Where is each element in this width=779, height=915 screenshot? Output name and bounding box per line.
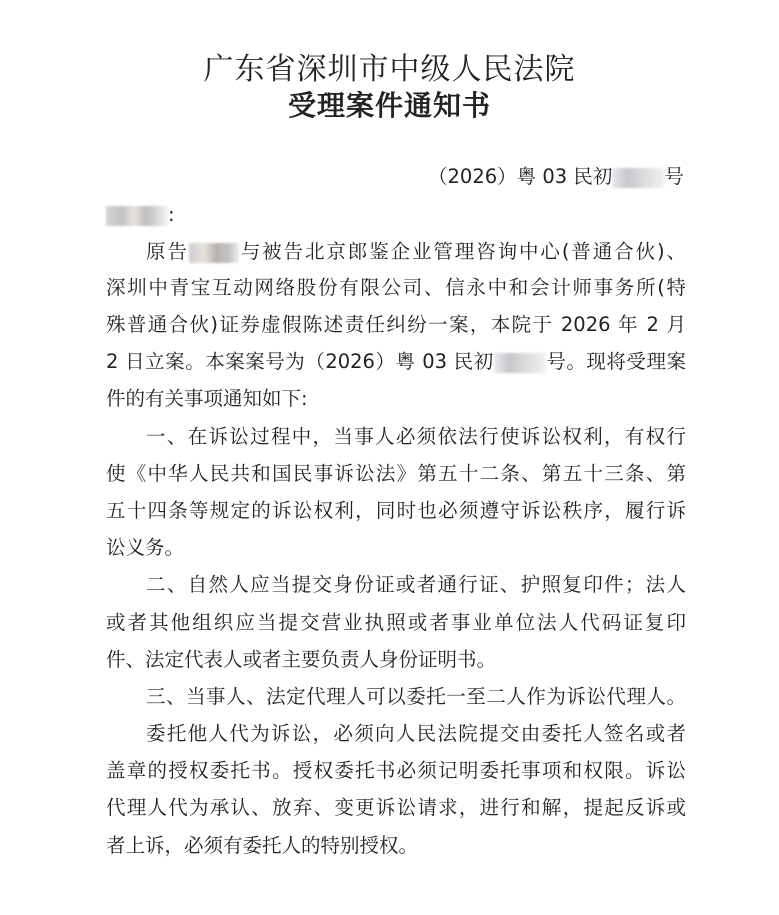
plaintiff-label: 原告 bbox=[146, 240, 189, 263]
item-2-line-1: 二、自然人应当提交身份证或者通行证、护照复印件；法人 bbox=[146, 573, 686, 596]
redacted-addressee-name bbox=[106, 206, 168, 226]
item-1-line-2: 使《中华人民共和国民事诉讼法》第五十二条、第五十三条、第 bbox=[106, 462, 686, 485]
paragraph-1-line-1 bbox=[146, 240, 686, 264]
redacted-case-number bbox=[612, 168, 664, 188]
defendant-text: 与被告北京郎鉴企业管理咨询中心(普通合伙)、 bbox=[238, 240, 686, 263]
notice-text: 号。现将受理案 bbox=[545, 350, 686, 373]
paragraph-1-line-5: 件的有关事项通知如下: bbox=[106, 387, 308, 410]
paragraph-1-line-4 bbox=[106, 350, 686, 374]
paragraph-1-line-2: 深圳中青宝互动网络股份有限公司、信永中和会计师事务所(特 bbox=[106, 276, 686, 299]
item-2-line-2: 或者其他组织应当提交营业执照或者事业单位法人代码证复印 bbox=[106, 611, 686, 634]
item-3-line-4: 代理人代为承认、放弃、变更诉讼请求，进行和解，提起反诉或 bbox=[106, 796, 686, 819]
redacted-case-number-inline bbox=[494, 353, 546, 373]
item-3-line-5: 者上诉，必须有委托人的特别授权。 bbox=[106, 834, 419, 857]
item-1-line-3: 五十四条等规定的诉讼权利，同时也必须遵守诉讼秩序，履行诉 bbox=[106, 499, 686, 522]
addressee bbox=[106, 203, 686, 227]
item-2-line-3: 件、法定代表人或者主要负责人身份证明书。 bbox=[106, 648, 497, 671]
case-number-prefix: （2026）粤 03 民初 bbox=[428, 165, 613, 188]
case-number-suffix: 号 bbox=[664, 165, 684, 188]
item-1-line-1: 一、在诉讼过程中，当事人必须依法行使诉讼权利，有权行 bbox=[146, 425, 686, 448]
document-title: 受理案件通知书 bbox=[287, 89, 491, 122]
case-number bbox=[428, 165, 684, 189]
item-3-line-2: 委托他人代为诉讼，必须向人民法院提交由委托人签名或者 bbox=[146, 722, 686, 745]
case-number-text: 2 日立案。本案案号为（2026）粤 03 民初 bbox=[106, 350, 494, 373]
court-name: 广东省深圳市中级人民法院 bbox=[203, 52, 576, 87]
paragraph-1-line-3: 殊普通合伙)证券虚假陈述责任纠纷一案，本院于 2026 年 2 月 bbox=[106, 313, 686, 336]
item-3-line-1: 三、当事人、法定代理人可以委托一至二人作为诉讼代理人。 bbox=[146, 685, 686, 708]
item-3-line-3: 盖章的授权委托书。授权委托书必须记明委托事项和权限。诉讼 bbox=[106, 759, 686, 782]
addressee-suffix: : bbox=[168, 203, 175, 226]
redacted-plaintiff-name bbox=[189, 243, 239, 263]
item-1-line-4: 讼义务。 bbox=[106, 536, 185, 559]
